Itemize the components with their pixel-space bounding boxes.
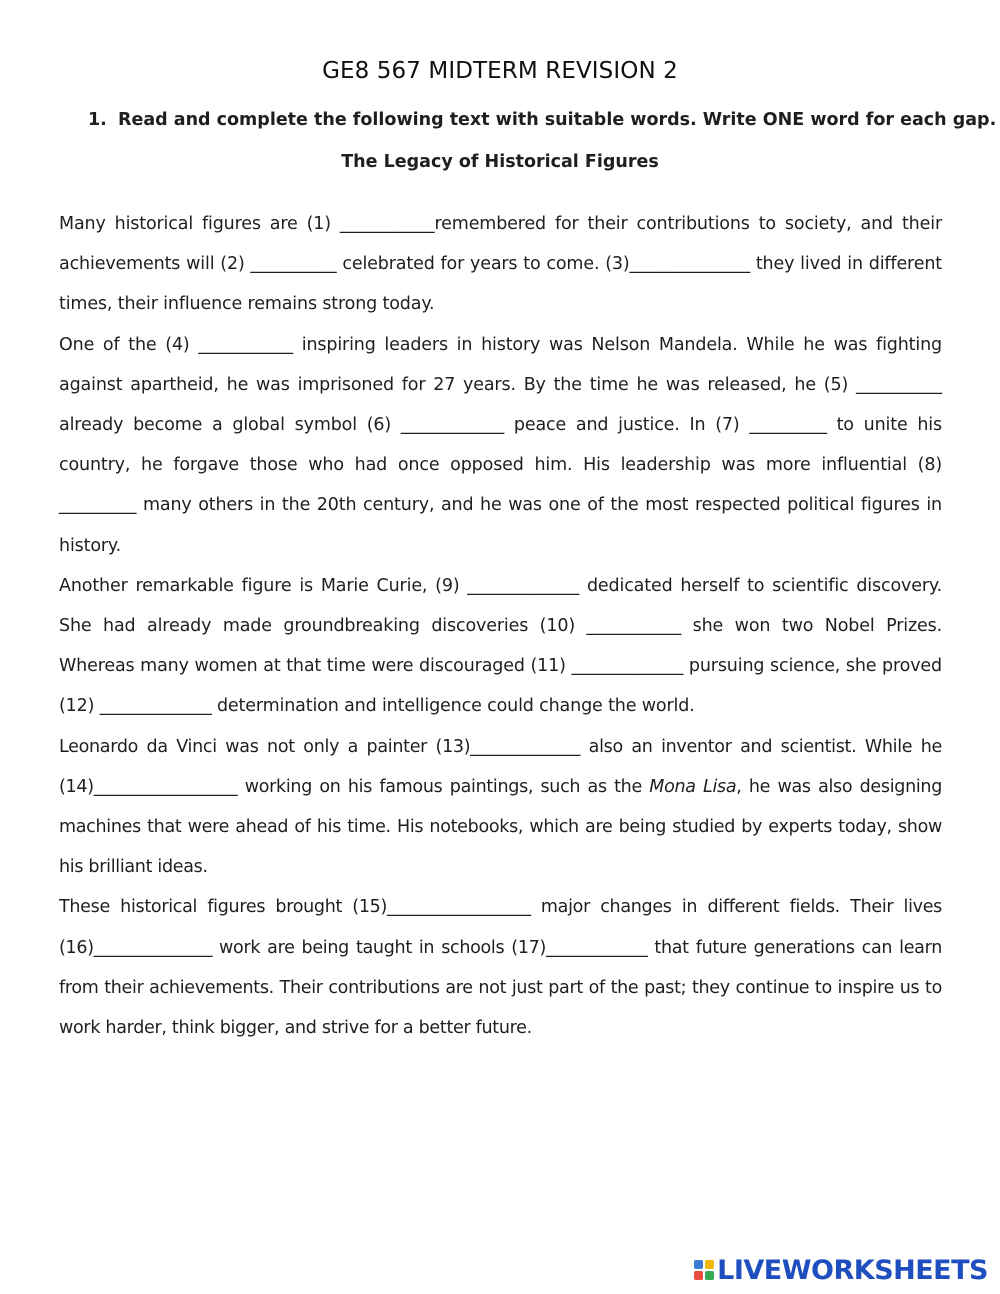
- text-segment: Many historical figures are (1): [59, 214, 340, 234]
- gap-15[interactable]: _________________: [387, 897, 531, 918]
- gap-17[interactable]: ____________: [546, 937, 648, 958]
- passage-title: The Legacy of Historical Figures: [341, 152, 659, 172]
- gap-4[interactable]: ___________: [198, 334, 293, 355]
- logo-square: [694, 1271, 703, 1280]
- text-segment: One of the (4): [59, 334, 199, 355]
- text-segment: to unite his country, he forgave those who had once opposed him. His leadership was more influential (8): [59, 415, 942, 476]
- paragraph-4: [59, 727, 942, 888]
- logo-square: [705, 1260, 714, 1269]
- gap-13[interactable]: _____________: [470, 736, 581, 757]
- gap-7[interactable]: _________: [749, 415, 827, 436]
- text-segment: she won two Nobel Prizes. Whereas many women at that time were discouraged (11): [59, 616, 942, 677]
- text-segment: , he was also designing machines that were ahead of his time. His notebooks, which are being studied by experts today, show his brilliant ideas.: [59, 776, 943, 878]
- text-segment: remembered for their contributions to society, and their achievements will (2): [59, 214, 942, 275]
- passage: [59, 204, 942, 1048]
- gap-10[interactable]: ___________: [586, 616, 682, 637]
- text-segment: many others in the 20th century, and he was one of the most respected political figures in history.: [59, 495, 942, 556]
- paragraph-3: [59, 566, 942, 727]
- text-segment: pursuing science, she proved (12): [59, 656, 942, 717]
- artwork-title: Mona Lisa: [649, 776, 737, 797]
- gap-5[interactable]: __________: [855, 374, 942, 395]
- logo-square: [694, 1260, 703, 1269]
- text-segment: working on his famous paintings, such as the: [237, 776, 650, 797]
- instruction-text: Read and complete the following text with suitable words. Write ONE word for each gap.: [118, 110, 997, 130]
- gap-2[interactable]: __________: [250, 254, 337, 275]
- text-segment: work are being taught in schools (17): [212, 937, 547, 958]
- gap-12[interactable]: _____________: [99, 696, 212, 717]
- text-segment: major changes in different fields. Their lives (16): [59, 897, 942, 958]
- gap-6[interactable]: ____________: [400, 415, 505, 436]
- liveworksheets-logo[interactable]: [694, 1253, 988, 1287]
- text-segment: they lived in different times, their influence remains strong today.: [59, 254, 942, 315]
- text-segment: Another remarkable figure is Marie Curie, (9): [59, 575, 468, 596]
- text-segment: that future generations can learn from their achievements. Their contributions are not just part of the past; they continue to inspire us to work harder, think bigger, and strive for a better future.: [59, 937, 942, 1039]
- instruction-number: 1.: [88, 110, 107, 130]
- gap-3[interactable]: ______________: [629, 254, 750, 275]
- text-segment: celebrated for years to come. (3): [336, 254, 630, 275]
- liveworksheets-logo-icon: [694, 1260, 714, 1280]
- gap-1[interactable]: ___________: [339, 214, 435, 234]
- gap-8[interactable]: _________: [59, 495, 137, 516]
- gap-9[interactable]: _____________: [467, 575, 580, 596]
- paragraph-1: [59, 204, 942, 325]
- paragraph-5: [59, 887, 942, 1048]
- gap-11[interactable]: _____________: [571, 656, 684, 677]
- instruction: [88, 110, 997, 130]
- text-segment: determination and intelligence could change the world.: [211, 696, 695, 717]
- text-segment: These historical figures brought (15): [59, 897, 388, 918]
- logo-text: LIVEWORKSHEETS: [717, 1254, 988, 1286]
- text-segment: peace and justice. In (7): [504, 415, 750, 436]
- gap-14[interactable]: _________________: [93, 776, 238, 797]
- text-segment: Leonardo da Vinci was not only a painter (13): [59, 736, 471, 757]
- logo-square: [705, 1271, 714, 1280]
- gap-16[interactable]: ______________: [93, 937, 213, 958]
- text-segment: already become a global symbol (6): [59, 415, 401, 436]
- text-segment: also an inventor and scientist. While he (14): [59, 736, 942, 797]
- text-segment: inspiring leaders in history was Nelson Mandela. While he was fighting against apartheid, he was imprisoned for 27 years. By the time he was released, he (5): [59, 334, 943, 395]
- paragraph-2: [59, 325, 942, 566]
- text-segment: dedicated herself to scientific discovery. She had already made groundbreaking discoveries (10): [59, 575, 942, 637]
- page-title: GE8 567 MIDTERM REVISION 2: [322, 58, 678, 84]
